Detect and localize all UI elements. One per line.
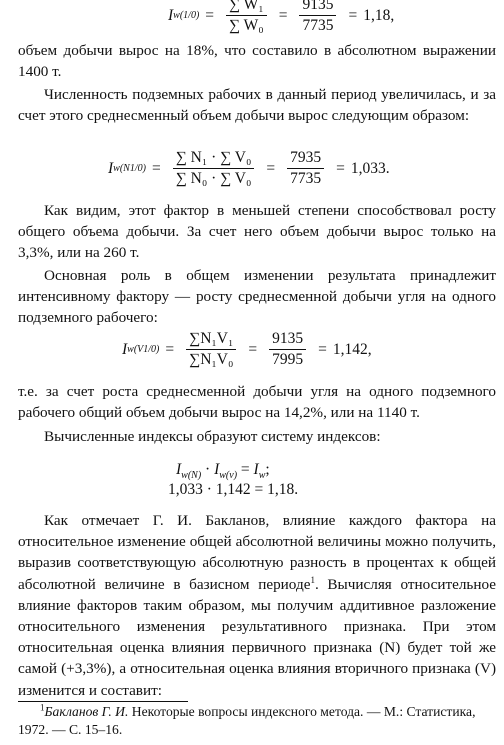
paragraph-6: Вычисленные индексы образуют систему индексов: bbox=[44, 428, 381, 445]
fraction-denominator: ∑ W₀ bbox=[229, 17, 264, 34]
fraction-numerator: ∑ W₁ bbox=[226, 0, 267, 16]
multiply-sign: · bbox=[201, 461, 215, 478]
fraction bbox=[226, 0, 267, 35]
formula-lhs: I bbox=[108, 159, 114, 177]
index-term-sub: w(v) bbox=[219, 470, 238, 482]
formula-result: 1,18, bbox=[363, 6, 395, 24]
semicolon: ; bbox=[265, 461, 270, 478]
paragraph-2: Численность подземных рабочих в данный период увеличилась, и за счет этого среднесменный объем добычи вырос следующим образом: bbox=[18, 86, 496, 125]
fraction bbox=[186, 330, 236, 369]
fraction-values bbox=[287, 149, 324, 188]
formula-index-v: I w(V1/0) = $\frac{\text{∑N₁V₁}}{\text{∑N₁V₀}}$ = $\frac{9135}{7995}$ = 1,142, bbox=[122, 330, 372, 368]
formula-lhs: I bbox=[168, 6, 174, 24]
fraction-denominator-value: 7735 bbox=[290, 170, 322, 187]
footnote-author: Бакланов Г. И. bbox=[44, 704, 129, 719]
index-term: I bbox=[253, 461, 259, 478]
footnote bbox=[18, 703, 496, 739]
index-term: I bbox=[176, 461, 182, 478]
footnote-mark: 1 bbox=[40, 702, 45, 713]
fraction-denominator: ∑N₁V₀ bbox=[189, 351, 234, 368]
index-term-sub: w(N) bbox=[181, 470, 202, 482]
paragraph-1: объем добычи вырос на 18%, что составило в абсолютном выражении 1400 т. bbox=[18, 42, 496, 81]
index-system-line-2: 1,033 · 1,142 = 1,18. bbox=[168, 481, 299, 498]
index-system bbox=[168, 460, 298, 500]
formula-index-n: I w(N1/0) = $\frac{\text{∑ N₁ · ∑ V₀}}{\text{∑ N₀ · ∑ V₀}}$ = $\frac{7935}{7735}$ = 1,033. bbox=[108, 149, 390, 187]
fraction-values bbox=[299, 0, 336, 35]
fraction-numerator: ∑N₁V₁ bbox=[186, 330, 236, 350]
index-term-sub: w bbox=[258, 470, 266, 482]
fraction-numerator: ∑ N₁ · ∑ V₀ bbox=[173, 149, 255, 169]
fraction-numerator-value: 9135 bbox=[269, 330, 306, 350]
fraction-denominator: ∑ N₀ · ∑ V₀ bbox=[175, 170, 252, 187]
paragraph-4: Основная роль в общем изменении результата принадлежит интенсивному фактору — росту среднесменной добычи угля на одного подземного рабочего: bbox=[18, 267, 496, 327]
equals-sign: = bbox=[237, 461, 254, 478]
formula-result: 1,033. bbox=[350, 159, 390, 177]
fraction-numerator-value: 7935 bbox=[287, 149, 324, 169]
footnote-text: Некоторые вопросы индексного метода. — М.: Статистика, 1972. — С. 15–16. bbox=[18, 704, 476, 737]
fraction-values bbox=[269, 330, 306, 369]
paragraph-3: Как видим, этот фактор в меньшей степени способствовал росту общего объема добычи. За счет него объем добычи вырос только на 3,3%, или на 260 т. bbox=[18, 202, 496, 262]
paragraph-5: т.е. за счет роста среднесменной добычи угля на одного подземного рабочего общий объем добычи вырос на 14,2%, или на 1140 т. bbox=[18, 383, 496, 422]
formula-index-w: I w(1/0) = $\frac{\text{∑ W₁}}{\text{∑ W₀}}$ = $\frac{9135}{7735}$ = 1,18, bbox=[168, 0, 394, 35]
footnote-ref[interactable]: 1 bbox=[310, 574, 315, 585]
fraction bbox=[173, 149, 255, 188]
fraction-numerator-value: 9135 bbox=[299, 0, 336, 16]
paragraph-7-part-a: Как отмечает Г. И. Бакланов, влияние каждого фактора на относительное изменение общей абсолютной величины можно получить, выразив соответствующую абсолютную разность в процентах к общей абсолютной величине в базисном периоде bbox=[18, 512, 496, 593]
index-system-line-1 bbox=[168, 460, 298, 480]
formula-lhs: I bbox=[122, 340, 128, 358]
fraction-denominator-value: 7995 bbox=[272, 351, 304, 368]
fraction-denominator-value: 7735 bbox=[302, 17, 334, 34]
formula-result: 1,142, bbox=[332, 340, 372, 358]
index-term: I bbox=[214, 461, 220, 478]
paragraph-7-part-b: . Вычисляя относительное влияние факторов таким образом, мы получим аддитивное разложение относительного изменения результативного признака. При этом относительная оценка влияния первичного признака (N) будет той же самой (+3,3%), а относительная оценка влияния вторичного признака (V) изменится и составит: bbox=[18, 575, 496, 699]
paragraph-7 bbox=[18, 510, 496, 701]
